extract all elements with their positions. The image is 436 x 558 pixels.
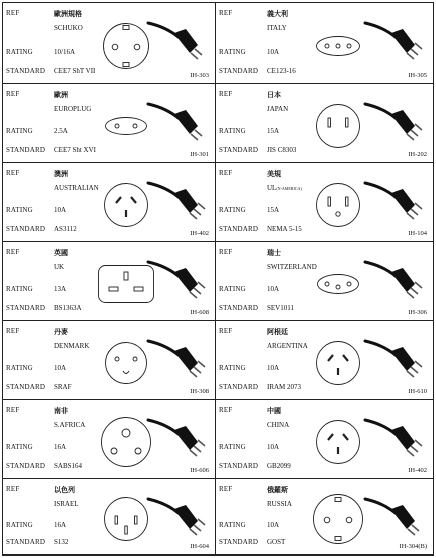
plug-body (174, 110, 198, 134)
plug-name (267, 263, 317, 271)
plug-name-text: SCHUKO (54, 24, 83, 32)
plug-code: IH-610 (408, 388, 427, 395)
socket-outline (317, 420, 360, 463)
plug-standard: BS1363A (54, 304, 82, 312)
plug-rating: 10A (267, 285, 280, 293)
ref-label: REF (219, 406, 233, 414)
plug-catalog-sheet (2, 2, 434, 556)
plug-pin (407, 450, 414, 456)
socket-outline (104, 23, 149, 68)
plug-rating: 10/16A (54, 48, 75, 56)
standard-label: STANDARD (219, 146, 259, 154)
plug-name-note: (N-AMERICA) (276, 186, 302, 191)
plug-rating: 15A (267, 127, 280, 135)
standard-label: STANDARD (6, 67, 46, 75)
plug-pin (411, 446, 418, 452)
plug-code: IH-305 (408, 72, 427, 79)
plug-cell (3, 242, 216, 321)
plug-code: IH-304(B) (399, 543, 427, 550)
plug-pin (415, 361, 422, 367)
pin-slot (328, 355, 333, 361)
plug-name-text: DENMARK (54, 342, 90, 350)
pin-slot (131, 197, 136, 203)
plug-name (267, 500, 292, 508)
ref-label: REF (219, 248, 233, 256)
ref-label: REF (219, 90, 233, 98)
plug-standard: SABS164 (54, 462, 83, 470)
plug-image (146, 252, 208, 302)
plug-name-text: JAPAN (267, 105, 289, 113)
plug-name-cn: 瑞士 (267, 249, 281, 257)
plug-pin (415, 124, 422, 130)
plug-name-cn: 義大利 (267, 10, 288, 18)
power-cord (365, 23, 395, 37)
plug-pin (190, 371, 197, 377)
socket-outline (317, 104, 360, 147)
plug-name (54, 105, 91, 113)
plug-pin (190, 213, 197, 219)
plug-code: IH-308 (190, 388, 209, 395)
plug-pin (194, 209, 201, 215)
plug-name-text: ITALY (267, 24, 287, 32)
rating-label: RATING (219, 521, 246, 529)
power-cord (365, 104, 395, 118)
plug-pin (195, 130, 202, 136)
plug-standard: SRAF (54, 383, 72, 391)
rating-label: RATING (6, 48, 33, 56)
socket-face-diagram (310, 493, 366, 545)
plug-rating: 10A (267, 521, 280, 529)
pin-hole (112, 44, 118, 50)
power-cord (148, 262, 178, 276)
plug-image (363, 252, 425, 302)
plug-name-text: UK (54, 263, 65, 271)
plug-standard: AS3112 (54, 225, 77, 233)
socket-face-diagram (104, 341, 148, 385)
plug-pin (415, 440, 422, 446)
rating-label: RATING (6, 127, 33, 135)
socket-outline (105, 183, 148, 226)
pin-hole (115, 357, 119, 361)
plug-pin (415, 282, 422, 288)
socket-face-diagram (101, 182, 151, 228)
standard-label: STANDARD (219, 67, 259, 75)
plug-cell (3, 400, 216, 479)
power-cord (365, 420, 395, 434)
rating-label: RATING (219, 48, 246, 56)
ref-label: REF (6, 9, 20, 17)
pin-hole (347, 44, 351, 48)
rating-label: RATING (6, 364, 33, 372)
plug-name-cn: 歐洲規格 (54, 10, 82, 18)
plug-pin (194, 367, 201, 373)
plug-code: IH-402 (190, 230, 209, 237)
plug-name-cn: 南非 (54, 407, 68, 415)
plug-code: IH-301 (190, 151, 209, 158)
standard-label: STANDARD (6, 304, 46, 312)
plug-name (267, 105, 288, 113)
power-cord (148, 420, 178, 434)
standard-label: STANDARD (219, 225, 259, 233)
plug-pin (198, 282, 205, 288)
plug-name-cn: 中國 (267, 407, 281, 415)
socket-outline (317, 36, 360, 55)
ref-label: REF (219, 169, 233, 177)
ref-label: REF (6, 169, 20, 177)
plug-standard: JIS C8303 (267, 146, 297, 154)
standard-label: STANDARD (219, 304, 259, 312)
pin-hole (134, 44, 140, 50)
rating-label: RATING (6, 285, 33, 293)
plug-rating: 13A (54, 285, 67, 293)
rating-label: RATING (219, 443, 246, 451)
ref-label: REF (6, 327, 20, 335)
socket-face-diagram (104, 116, 148, 136)
plug-code: IH-104 (408, 230, 427, 237)
plug-name-cn: 以色列 (54, 486, 75, 494)
plug-code: IH-303 (190, 72, 209, 79)
rating-label: RATING (219, 206, 246, 214)
plug-name-text: ARGENTINA (267, 342, 308, 350)
plug-standard: S132 (54, 538, 69, 546)
plug-pin (415, 43, 422, 49)
plug-pin (411, 209, 418, 215)
standard-label: STANDARD (219, 538, 259, 546)
power-cord (365, 341, 395, 355)
plug-rating: 2.5A (54, 127, 68, 135)
ref-label: REF (6, 248, 20, 256)
ref-label: REF (219, 9, 233, 17)
plug-image (363, 331, 425, 381)
plug-name (267, 342, 308, 350)
socket-outline (102, 417, 151, 466)
earth-pin (123, 371, 129, 374)
pin-slot (115, 516, 118, 524)
plug-name (54, 184, 99, 192)
plug-code: IH-402 (408, 467, 427, 474)
plug-name-text: ISRAEL (54, 500, 79, 508)
plug-name-text: SWITZERLAND (267, 263, 317, 271)
plug-image (363, 489, 425, 539)
plug-pin (190, 529, 197, 535)
earth-clip (335, 537, 341, 541)
plug-rating: 16A (54, 521, 67, 529)
plug-name-cn: 美規 (267, 170, 281, 178)
plug-code: IH-604 (190, 543, 209, 550)
pin-slot (134, 287, 143, 291)
ref-label: REF (6, 90, 20, 98)
plug-name (54, 263, 64, 271)
rating-label: RATING (219, 127, 246, 135)
pin-slot (328, 434, 333, 440)
pin-hole (115, 124, 119, 128)
plug-pin (195, 49, 202, 55)
plug-name-cn: 阿根廷 (267, 328, 288, 336)
plug-code: IH-606 (190, 467, 209, 474)
plug-cell (216, 242, 433, 321)
plug-name-cn: 英國 (54, 249, 68, 257)
plug-pin (411, 288, 418, 294)
pin-hole (336, 44, 340, 48)
pin-slot (328, 197, 331, 206)
plug-name-cn: 俄羅斯 (267, 486, 288, 494)
earth-slot (124, 272, 128, 280)
pin-hole (133, 357, 137, 361)
plug-pin (198, 203, 205, 209)
power-cord (148, 341, 178, 355)
earth-clip (123, 25, 129, 29)
standard-label: STANDARD (6, 462, 46, 470)
socket-face-diagram (315, 35, 361, 57)
plug-pin (411, 49, 418, 55)
pin-hole (325, 44, 329, 48)
plug-image (146, 13, 208, 63)
earth-slot (125, 526, 128, 534)
standard-label: STANDARD (6, 146, 46, 154)
plug-pin (408, 529, 415, 535)
plug-standard: IRAM 2073 (267, 383, 302, 391)
pin-slot (135, 516, 138, 524)
plug-image (363, 173, 425, 223)
pin-hole (324, 517, 330, 523)
plug-rating: 16A (54, 443, 67, 451)
plug-cell (3, 321, 216, 400)
plug-name (54, 500, 79, 508)
plug-pin (412, 525, 419, 531)
plug-name-text: S.AFRICA (54, 421, 86, 429)
plug-name-cn: 日本 (267, 91, 281, 99)
plug-name-cn: 丹麥 (54, 328, 68, 336)
plug-image (363, 13, 425, 63)
socket-outline (106, 117, 147, 134)
standard-label: STANDARD (219, 383, 259, 391)
power-cord (148, 499, 178, 513)
pin-slot (343, 434, 348, 440)
plug-pin (407, 53, 414, 59)
rating-label: RATING (219, 364, 246, 372)
plug-standard: GB2099 (267, 462, 291, 470)
socket-face-diagram (315, 340, 361, 386)
socket-face-diagram (103, 496, 149, 542)
power-cord (365, 262, 395, 276)
plug-image (146, 331, 208, 381)
plug-standard: GOST (267, 538, 286, 546)
plug-body (391, 505, 415, 529)
power-cord (148, 104, 178, 118)
plug-cell (216, 400, 433, 479)
socket-face-diagram (316, 273, 360, 295)
pin-hole (336, 285, 340, 289)
plug-pin (407, 134, 414, 140)
plug-rating: 10A (267, 364, 280, 372)
plug-rating: 10A (54, 206, 67, 214)
pin-slot (346, 197, 349, 206)
rating-label: RATING (6, 443, 33, 451)
pin-slot (109, 287, 118, 291)
power-cord (148, 183, 178, 197)
plug-pin (194, 525, 201, 531)
plug-name-cn: 澳洲 (54, 170, 68, 178)
socket-outline (318, 274, 359, 293)
plug-pin (194, 288, 201, 294)
plug-cell (216, 3, 433, 84)
plug-rating: 10A (267, 48, 280, 56)
plug-pin (198, 361, 205, 367)
plug-pin (407, 213, 414, 219)
plug-name (54, 342, 89, 350)
ref-label: REF (219, 327, 233, 335)
plug-code: IH-306 (408, 309, 427, 316)
plug-name (267, 24, 287, 32)
pin-slot (343, 355, 348, 361)
plug-name (267, 184, 302, 192)
plug-name-text: RUSSIA (267, 500, 292, 508)
socket-outline (106, 342, 147, 383)
rating-label: RATING (219, 285, 246, 293)
plug-name-text: AUSTRALIAN (54, 184, 99, 192)
plug-rating: 10A (54, 364, 67, 372)
plug-rating: 10A (267, 443, 280, 451)
power-cord (365, 183, 395, 197)
pin-slot (346, 118, 349, 127)
pin-slot (116, 197, 121, 203)
pin-hole (346, 517, 352, 523)
plug-image (146, 489, 208, 539)
pin-hole (133, 124, 137, 128)
plug-name (54, 24, 83, 32)
earth-clip (123, 62, 129, 66)
plug-pin (415, 203, 422, 209)
pin-hole (347, 282, 351, 286)
plug-pin (198, 440, 205, 446)
plug-cell (216, 163, 433, 242)
socket-outline (317, 341, 360, 384)
plug-name-text: CHINA (267, 421, 290, 429)
plug-name (54, 421, 85, 429)
plug-name-text: UL (267, 184, 277, 192)
pin-hole (111, 448, 117, 454)
earth-clip (335, 498, 341, 502)
plug-standard: CE123-16 (267, 67, 296, 75)
plug-pin (411, 130, 418, 136)
ref-label: REF (6, 485, 20, 493)
plug-cell (3, 84, 216, 163)
plug-image (363, 410, 425, 460)
socket-face-diagram (315, 419, 361, 465)
plug-pin (411, 367, 418, 373)
plug-name-text: EUROPLUG (54, 105, 92, 113)
plug-pin (191, 53, 198, 59)
ref-label: REF (6, 406, 20, 414)
socket-face-diagram (315, 182, 361, 228)
plug-code: IH-608 (190, 309, 209, 316)
standard-label: STANDARD (6, 383, 46, 391)
plug-cell (216, 321, 433, 400)
plug-standard: SEV1011 (267, 304, 294, 312)
plug-pin (190, 292, 197, 298)
plug-name (267, 421, 289, 429)
plug-pin (194, 446, 201, 452)
plug-pin (190, 450, 197, 456)
rating-label: RATING (6, 521, 33, 529)
plug-code: IH-202 (408, 151, 427, 158)
pin-hole (325, 282, 329, 286)
plug-image (363, 94, 425, 144)
plug-cell (3, 3, 216, 84)
plug-standard: CEE7 Sht XVI (54, 146, 96, 154)
standard-label: STANDARD (6, 538, 46, 546)
plug-image (146, 94, 208, 144)
standard-label: STANDARD (219, 462, 259, 470)
plug-cell (3, 163, 216, 242)
plug-pin (407, 371, 414, 377)
plug-pin (198, 519, 205, 525)
rating-label: RATING (6, 206, 33, 214)
power-cord (148, 23, 178, 37)
earth-hole (336, 211, 340, 215)
plug-name-cn: 歐洲 (54, 91, 68, 99)
plug-cell (3, 479, 216, 555)
standard-label: STANDARD (6, 225, 46, 233)
plug-image (146, 410, 208, 460)
plug-standard: CEE7 ShT VII (54, 67, 96, 75)
plug-cell (216, 479, 433, 555)
plug-standard: NEMA 5-15 (267, 225, 302, 233)
earth-hole (122, 429, 130, 437)
plug-rating: 15A (267, 206, 280, 214)
plug-pin (191, 134, 198, 140)
pin-slot (328, 118, 331, 127)
plug-pin (407, 292, 414, 298)
pin-hole (135, 448, 141, 454)
plug-image (146, 173, 208, 223)
socket-face-diagram (315, 103, 361, 149)
ref-label: REF (219, 485, 233, 493)
plug-body (174, 29, 198, 53)
socket-outline (317, 183, 360, 226)
power-cord (365, 499, 395, 513)
plug-cell (216, 84, 433, 163)
